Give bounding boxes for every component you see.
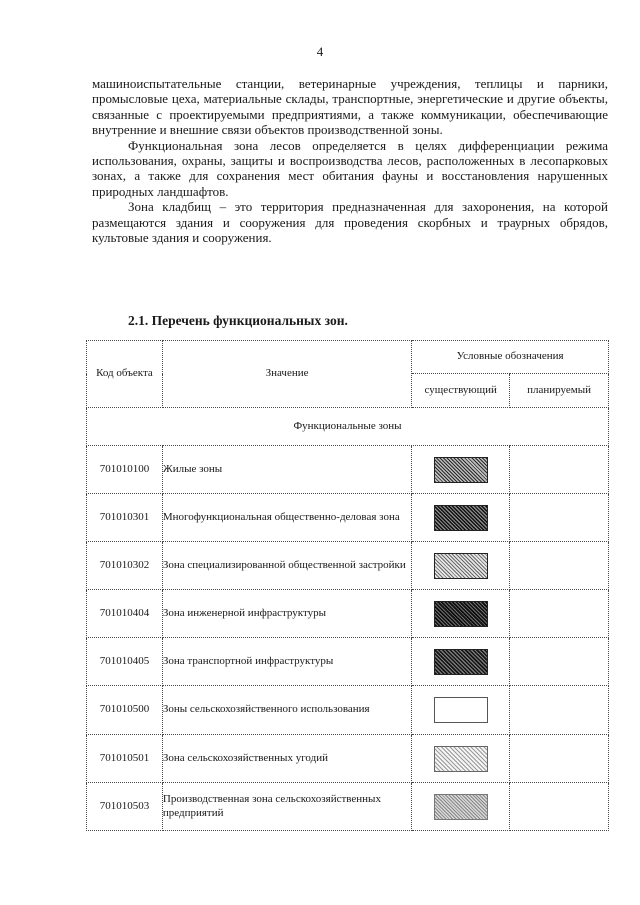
header-legend: Условные обозначения — [412, 341, 609, 374]
body-text — [92, 76, 608, 245]
group-title: Функциональные зоны — [87, 408, 609, 446]
legend-swatch-planned — [510, 638, 609, 686]
row-meaning: Зона инженерной инфраструктуры — [162, 590, 411, 638]
legend-swatch-existing — [434, 649, 488, 675]
row-meaning: Жилые зоны — [162, 446, 411, 494]
legend-swatch-planned — [510, 542, 609, 590]
legend-swatch-existing — [434, 746, 488, 772]
legend-swatch-existing — [434, 457, 488, 483]
paragraph-forest-zone: Функциональная зона лесов определяется в целях дифференциации режима использования, охраны, защиты и воспроизводства лесов, расположенных в лесопарковых зонах, а также для сохранения мест обитания фауны и восстановления нарушенных природных ландшафтов. — [92, 137, 608, 199]
paragraph-production-zone: машиноиспытательные станции, ветеринарные учреждения, теплицы и парники, промысловые цеха, материальные склады, транспортные, энергетические и другие объекты, связанные с проектируемыми предприятиями, а также коммуникации, обеспечивающие внутренние и внешние связи объектов производственной зоны. — [92, 76, 608, 138]
table-row — [87, 735, 609, 783]
legend-swatch-existing — [434, 794, 488, 820]
legend-swatch-planned — [510, 446, 609, 494]
table-row — [87, 542, 609, 590]
legend-swatch-planned — [510, 735, 609, 783]
row-meaning: Зоны сельскохозяйственного использования — [162, 686, 411, 735]
row-meaning: Многофункциональная общественно-деловая зона — [162, 494, 411, 542]
table-row — [87, 446, 609, 494]
table-row — [87, 686, 609, 735]
section-heading: 2.1. Перечень функциональных зон. — [128, 313, 348, 328]
table-row — [87, 783, 609, 831]
header-meaning: Значение — [162, 341, 411, 408]
paragraph-cemetery-zone: Зона кладбищ – это территория предназначенная для захоронения, на которой размещаются здания и сооружения для проведения скорбных и траурных обрядов, культовые здания и сооружения. — [92, 199, 608, 246]
header-planned: планируемый — [510, 374, 609, 408]
row-code: 701010301 — [87, 494, 163, 542]
legend-swatch-existing — [434, 697, 488, 723]
header-existing: существующий — [412, 374, 510, 408]
legend-swatch-existing — [434, 601, 488, 627]
row-code: 701010500 — [87, 686, 163, 735]
table-row — [87, 590, 609, 638]
row-meaning: Зона специализированной общественной застройки — [162, 542, 411, 590]
row-meaning: Зона сельскохозяйственных угодий — [162, 735, 411, 783]
table-row — [87, 494, 609, 542]
row-code: 701010405 — [87, 638, 163, 686]
row-code: 701010503 — [87, 783, 163, 831]
row-code: 701010302 — [87, 542, 163, 590]
legend-swatch-planned — [510, 590, 609, 638]
row-code: 701010100 — [87, 446, 163, 494]
legend-swatch-planned — [510, 686, 609, 735]
legend-swatch-existing — [434, 505, 488, 531]
table-row — [87, 638, 609, 686]
legend-swatch-planned — [510, 494, 609, 542]
functional-zones-table — [86, 340, 609, 831]
header-code: Код объекта — [87, 341, 163, 408]
page-number: 4 — [316, 44, 324, 59]
row-code: 701010404 — [87, 590, 163, 638]
row-code: 701010501 — [87, 735, 163, 783]
row-meaning: Производственная зона сельскохозяйственных предприятий — [162, 783, 411, 831]
legend-swatch-existing — [434, 553, 488, 579]
legend-swatch-planned — [510, 783, 609, 831]
row-meaning: Зона транспортной инфраструктуры — [162, 638, 411, 686]
